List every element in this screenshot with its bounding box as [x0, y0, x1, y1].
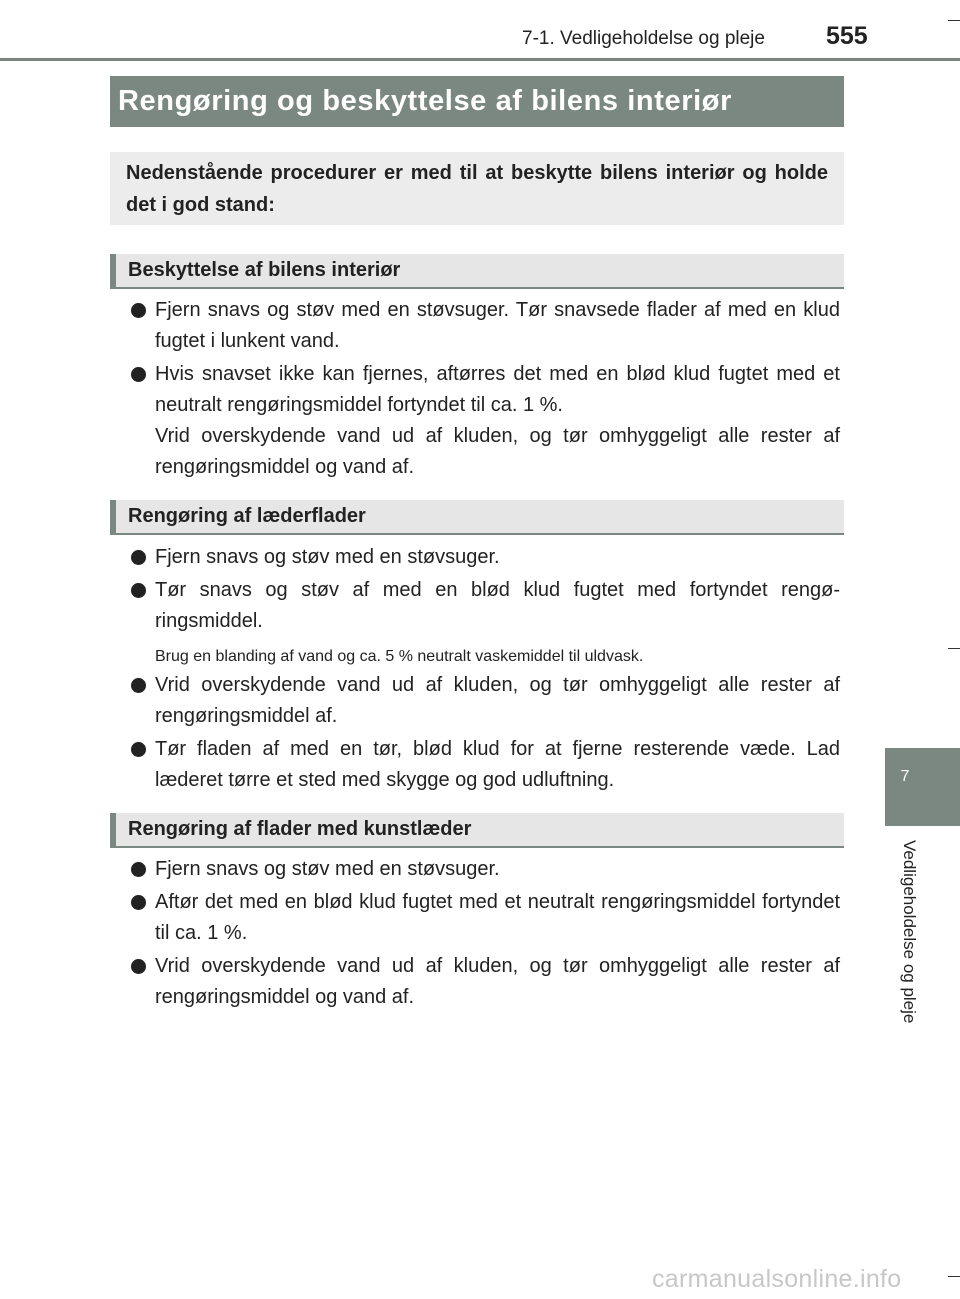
list-item: [130, 295, 840, 357]
bullet-icon: [131, 742, 146, 757]
list-item: [130, 854, 840, 885]
watermark: carmanualsonline.info: [652, 1265, 902, 1293]
bullet-list-protection: [130, 295, 840, 485]
list-item-text: Aftør det med en blød klud fugtet med et neutralt rengøringsmiddel fortyndet til ca. 1 %.: [155, 891, 840, 944]
bullet-icon: [131, 583, 146, 598]
list-item-text: Hvis snavset ikke kan fjernes, aftørres det med en blød klud fugtet med et neutralt rengøringsmiddel fortyndet til ca. 1 %.: [155, 363, 840, 416]
crop-mark: [948, 1276, 960, 1277]
intro-text: Nedenstående procedurer er med til at beskytte bilens interiør og holde det i god stand:: [126, 162, 828, 216]
section-heading-synthetic-leather: Rengøring af flader med kunstlæder: [110, 813, 844, 848]
list-item-text: Vrid overskydende vand ud af kluden, og tør omhyggeligt alle rester af rengøringsmiddel af.: [155, 674, 840, 727]
crop-mark: [948, 20, 960, 21]
list-item-text: Fjern snavs og støv med en støvsuger. Tør snavsede flader af med en klud fugtet i lunkent vand.: [155, 299, 840, 352]
chapter-tab-number: 7: [900, 768, 910, 785]
intro-box: [110, 152, 844, 225]
bullet-icon: [131, 959, 146, 974]
bullet-list-leather-b: [130, 670, 840, 798]
list-item-subtext: Vrid overskydende vand ud af kluden, og tør omhyggeligt alle rester af rengøringsmiddel og vand af.: [155, 425, 840, 478]
list-item: [130, 575, 840, 637]
section-heading-leather: Rengøring af læderflader: [110, 500, 844, 535]
bullet-list-leather-a: [130, 542, 840, 639]
page-title: Rengøring og beskyttelse af bilens interiør: [110, 76, 844, 127]
chapter-tab-label: Vedligeholdelse og pleje: [900, 840, 919, 1024]
bullet-icon: [131, 367, 146, 382]
list-item: [130, 951, 840, 1013]
page-number: 555: [826, 22, 868, 50]
bullet-icon: [131, 303, 146, 318]
list-item-text: Tør fladen af med en tør, blød klud for at fjerne resterende væde. Lad læderet tørre et sted med skygge og god udluftning.: [155, 738, 840, 791]
list-item-text: Fjern snavs og støv med en støvsuger.: [155, 546, 500, 568]
bullet-icon: [131, 895, 146, 910]
bullet-icon: [131, 550, 146, 565]
list-item: [130, 542, 840, 573]
list-item: [130, 670, 840, 732]
bullet-list-synthetic-leather: [130, 854, 840, 1015]
header-section-title: 7-1. Vedligeholdelse og pleje: [522, 28, 765, 49]
list-item: [130, 887, 840, 949]
chapter-tab: [885, 748, 960, 826]
list-item-text: Fjern snavs og støv med en støvsuger.: [155, 858, 500, 880]
list-item-text: Vrid overskydende vand ud af kluden, og tør omhyggeligt alle rester af rengøringsmiddel og vand af.: [155, 955, 840, 1008]
header-rule: [0, 58, 960, 61]
bullet-icon: [131, 862, 146, 877]
list-item-text: Tør snavs og støv af med en blød klud fugtet med fortyndet rengø-ringsmiddel.: [155, 579, 840, 632]
bullet-icon: [131, 678, 146, 693]
crop-mark: [948, 648, 960, 649]
section-heading-protection: Beskyttelse af bilens interiør: [110, 254, 844, 289]
list-item: [130, 734, 840, 796]
list-item: [130, 359, 840, 483]
leather-note: Brug en blanding af vand og ca. 5 % neutralt vaskemiddel til uldvask.: [155, 648, 644, 665]
